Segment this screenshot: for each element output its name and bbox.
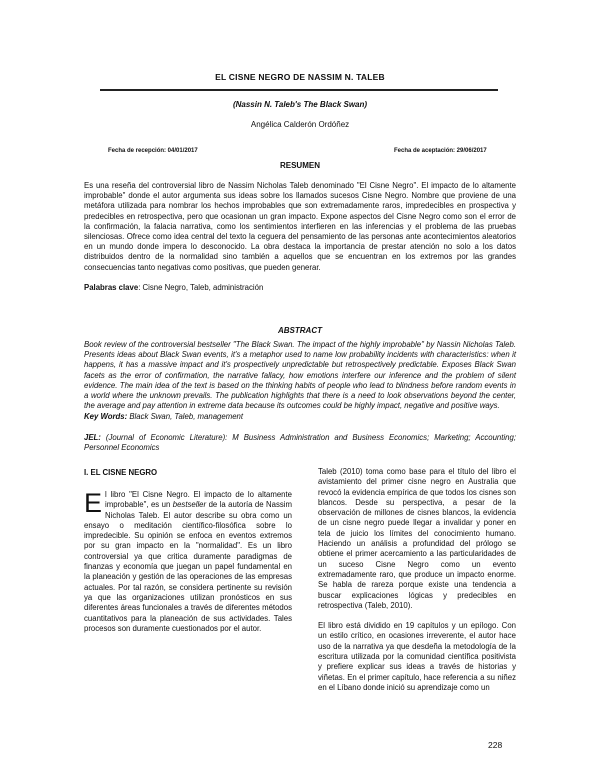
- section-heading: I. EL CISNE NEGRO: [84, 468, 158, 477]
- accepted-date: Fecha de aceptación: 29/06/2017: [394, 148, 487, 154]
- jel-values: (Journal of Economic Literature): M Business Administration and Business Economics; Marketing; Accounting; Personnel Economics: [84, 433, 516, 453]
- abstract-heading: ABSTRACT: [278, 326, 322, 335]
- author-name: Angélica Calderón Ordóñez: [250, 120, 350, 129]
- title-divider: [100, 89, 498, 91]
- left-text-part-1: l libro "El Cisne Negro. El impacto de lo altamente improbable", es un: [105, 490, 292, 510]
- right-paragraph-1: Taleb (2010) toma como base para el título del libro el avistamiento del primer cisne negro en Australia que revocó la evidencia empírica de que todos los cisnes son blancos. Desde su perspectiva, a pesar de la observación de millones de cisnes blancos, la evidencia de un cisne negro puede llegar a invalidar y poner en tela de juicio los límites del conocimiento humano. Haciendo un análisis a profundidad del prólogo se obtiene el primer acercamiento a las particularidades de un suceso Cisne Negro como un evento extremadamente raro, que produce un impacto enorme. Se habla de rareza porque existe una tendencia a buscar explicaciones lógicas y predecibles en retrospectiva (Taleb, 2010).: [318, 467, 516, 610]
- jel-label: JEL:: [84, 433, 101, 442]
- drop-cap: E: [84, 488, 103, 518]
- right-column: [318, 467, 516, 693]
- palabras-clave-label: Palabras clave: [84, 283, 139, 292]
- page-number: 228: [488, 740, 503, 750]
- article-subtitle: (Nassin N. Taleb's The Black Swan): [232, 100, 368, 109]
- received-date: Fecha de recepción: 04/01/2017: [108, 148, 198, 154]
- left-text-italic: bestseller: [172, 500, 207, 510]
- left-column: [84, 490, 292, 634]
- resumen-heading: RESUMEN: [279, 161, 320, 170]
- left-text-part-2: de la autoría de Nassim Nicholas Taleb. El autor describe su obra como un ensayo o meditación científico-filosófica sobre lo impredecible. Su opinión se enfoca en eventos extremos por su gran impacto en la "normalidad". Es un libro controversial ya que critica duramente paradigmas de finanzas y economía que juegan un papel fundamental en la planeación y gestión de las operaciones de las empresas actuales. Por tal razón, se considera pertinente su revisión ya que las organizaciones utilizan pronósticos en sus diferentes áreas funcionales a través de diferentes métodos cuantitativos para la planeación de sus actividades. Tales procesos son duramente cuestionados por el autor.: [84, 500, 292, 633]
- resumen-text: Es una reseña del controversial libro de Nassim Nicholas Taleb denominado "El Cisne Negro". El impacto de lo altamente improbable" donde el autor argumenta sus ideas sobre los llamados sucesos Cisne Negro. Nombre que proviene de una metáfora utilizada para nombrar los hechos improbables que son extremadamente raros, impredecibles en prospectiva y predecibles en retrospectiva, pero que ocasionan un gran impacto. Expone aspectos del Cisne Negro como son el error de la confirmación, la falacia narrativa, como los sentimientos interfieren en las inferencias y el problema de las pruebas silenciosas. Ofrece como idea central del texto la ceguera del pensamiento de las personas ante acontecimientos aleatorios en un mundo donde impera lo desconocido. La obra destaca la importancia de prestar atención no solo a los datos distribuidos dentro de la normalidad sino también a aquellos que se encuentran en los extremos por las grandes consecuencias tanto negativas como positivas, que pueden generar.: [84, 181, 516, 272]
- jel-codes: [84, 433, 516, 453]
- key-words-label: Key Words:: [84, 412, 128, 421]
- palabras-clave-values: : Cisne Negro, Taleb, administración: [138, 283, 264, 292]
- article-title: EL CISNE NEGRO DE NASSIM N. TALEB: [215, 72, 385, 82]
- key-words: [84, 412, 516, 422]
- abstract-text: Book review of the controversial bestseller "The Black Swan. The impact of the highly improbable" by Nassin Nicholas Taleb. Presents ideas about Black Swan events, it's a metaphor used to name low probability incidents with characteristics: when it happens, it has a massive impact and it's prospectively unpredictable but retrospectively predictable. Exposes Black Swan facets as the error of confirmation, the narrative fallacy, how emotions interfere our inference and the problem of silent evidence. The main idea of the text is based on the thinking habits of people who lead to blindness before random events in a world where the unknown prevails. The publication highlights that there is a need to look observations beyond the center, the average and pay attention in extreme data because its outcomes could be highly impact, negative and positive ways.: [84, 340, 516, 411]
- palabras-clave: [84, 283, 516, 293]
- right-paragraph-2: El libro está dividido en 19 capítulos y un epílogo. Con un estilo crítico, en ocasiones irreverente, el autor hace uso de la narrativa ya que desdeña la metodología de la escritura utilizada por la comunidad científica positivista y prefiere explicar sus ideas a través de historias y viñetas. En el primer capítulo, hace referencia a su niñez en el Líbano donde inició su aprendizaje como un: [318, 621, 516, 692]
- key-words-values: Black Swan, Taleb, management: [127, 412, 244, 421]
